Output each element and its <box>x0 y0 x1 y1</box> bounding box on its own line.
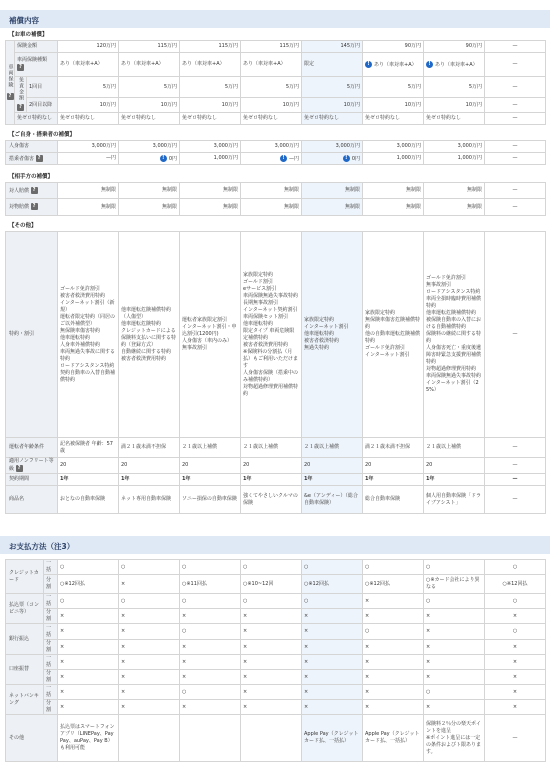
help-icon[interactable]: ? <box>36 155 43 162</box>
lump-label: 一括 <box>44 594 58 609</box>
account-split-1: × <box>58 670 119 685</box>
bodily-liability-2: 無制限 <box>119 183 180 199</box>
property-liability-4: 無制限 <box>241 199 302 216</box>
personal-injury-7: 3,000万円 <box>424 141 485 153</box>
conv-lump-6: × <box>363 594 424 609</box>
riders-8: — <box>485 232 546 438</box>
personal-injury-1: 3,000万円 <box>58 141 119 153</box>
deductible-first-4: 5万円 <box>241 77 302 98</box>
product-name-5: &e（アンディー）（総合自動車保険） <box>302 486 363 514</box>
bodily-liability-1: 無制限 <box>58 183 119 199</box>
netbank-split-3: × <box>180 700 241 715</box>
contract-period-4: 1年 <box>241 474 302 486</box>
info-icon[interactable]: ! <box>426 61 433 68</box>
vehicle-type-7: ! あり（車対車+A） <box>424 53 485 77</box>
coverage-section-title: 補償内容 <box>0 10 550 28</box>
payment-section <box>0 536 550 762</box>
insured-amount-2: 115万円 <box>119 41 180 53</box>
driver-age-5: ２１歳以上補償 <box>302 438 363 458</box>
conv-lump-2: ○ <box>119 594 180 609</box>
deductible-second-7: 10万円 <box>424 98 485 113</box>
split-label: 分割 <box>44 609 58 624</box>
second-time-label: 2回目以降 <box>27 98 58 113</box>
vehicle-type-3: あり（車対車+A） <box>180 53 241 77</box>
property-liability-7: 無制限 <box>424 199 485 216</box>
bank-split-8: × <box>485 640 546 655</box>
other-payment-1: 払込票はスマートフォンアプリ（LINEPay、PayPay、auPay、Pay B）も利用可能 <box>58 715 119 762</box>
insured-amount-label: 保険金額 <box>15 41 58 53</box>
deductible-second-4: 10万円 <box>241 98 302 113</box>
grade-7: 20 <box>424 458 485 474</box>
deductible-second-8: — <box>485 98 546 113</box>
zero-deductible-7: 免ゼロ特約なし <box>424 113 485 125</box>
insured-amount-8: — <box>485 41 546 53</box>
bank-lump-3: ○ <box>180 624 241 640</box>
vehicle-type-1: あり（車対車+A） <box>58 53 119 77</box>
netbank-split-5: × <box>302 700 363 715</box>
riders-7: ゴールド免許割引 無事故割引 ロードアシスタンス特約 車両全損時臨時費用補償特約 他車運転危険補償特約 被保険自動車の入替における自動補償特約 保険料の継続に関する特約 人身傷害死亡・重度後遺障害時緊急支援費用補償特約 対物超過修理費用特約 車両保険無過失事故特約 インターネット割引（25%） <box>424 232 485 438</box>
help-icon[interactable]: ? <box>31 203 38 210</box>
net-banking-label: ネットバンキング <box>6 685 44 715</box>
account-split-7: × <box>424 670 485 685</box>
credit-card-label: クレジットカード <box>6 560 44 594</box>
netbank-lump-1: × <box>58 685 119 700</box>
conv-lump-3: ○ <box>180 594 241 609</box>
personal-injury-3: 3,000万円 <box>180 141 241 153</box>
lump-label: 一括 <box>44 685 58 700</box>
account-split-4: × <box>241 670 302 685</box>
contract-period-3: 1年 <box>180 474 241 486</box>
other-payment-4 <box>241 715 302 762</box>
netbank-lump-6: × <box>363 685 424 700</box>
bodily-liability-8: — <box>485 183 546 199</box>
grade-3: 20 <box>180 458 241 474</box>
insured-amount-4: 115万円 <box>241 41 302 53</box>
passenger-injury-3: 1,000万円 <box>180 153 241 165</box>
insured-amount-3: 115万円 <box>180 41 241 53</box>
person-coverage-table <box>5 140 546 165</box>
bodily-liability-3: 無制限 <box>180 183 241 199</box>
netbank-split-2: × <box>119 700 180 715</box>
info-icon[interactable]: ! <box>160 155 167 162</box>
zero-deductible-3: 免ゼロ特約なし <box>180 113 241 125</box>
contract-period-1: 1年 <box>58 474 119 486</box>
other-party-title: 【相手方の補償】 <box>9 174 54 180</box>
driver-age-8: — <box>485 438 546 458</box>
credit-split-4: ○※10~12回 <box>241 575 302 594</box>
vehicle-type-8: — <box>485 53 546 77</box>
credit-lump-5: ○ <box>302 560 363 575</box>
conv-split-6: × <box>363 609 424 624</box>
account-split-2: × <box>119 670 180 685</box>
product-name-6: 総合自動車保険 <box>363 486 424 514</box>
credit-lump-6: ○ <box>363 560 424 575</box>
riders-2: 他車運転危険補償特約（人傷型） 他車運転危険特約 クレジットカードによる保険料支払いに関する特約（登録方式） 自動継続に関する特約 被害者救済費用特約 <box>119 232 180 438</box>
help-icon[interactable]: ? <box>7 93 14 100</box>
passenger-injury-1: —円 <box>58 153 119 165</box>
netbank-split-6: × <box>363 700 424 715</box>
product-name-2: ネット専用自動車保険 <box>119 486 180 514</box>
insured-amount-5: 145万円 <box>302 41 363 53</box>
split-label: 分割 <box>44 640 58 655</box>
passenger-injury-8: — <box>485 153 546 165</box>
property-liability-label: 対物賠償 ? <box>6 199 58 216</box>
other-payment-3 <box>180 715 241 762</box>
conv-lump-7: ○ <box>424 594 485 609</box>
passenger-injury-6: 1,000万円 <box>363 153 424 165</box>
zero-deductible-5: 免ゼロ特約なし <box>302 113 363 125</box>
account-split-8: × <box>485 670 546 685</box>
product-name-8: — <box>485 486 546 514</box>
passenger-injury-2: ! 0円 <box>119 153 180 165</box>
other-payment-8: — <box>485 715 546 762</box>
grade-2: 20 <box>119 458 180 474</box>
driver-age-1: 記名被保険者 年齢：57歳 <box>58 438 119 458</box>
bank-split-3: × <box>180 640 241 655</box>
passenger-injury-7: 1,000万円 <box>424 153 485 165</box>
vehicle-type-6: ! あり（車対車+A） <box>363 53 424 77</box>
bodily-liability-4: 無制限 <box>241 183 302 199</box>
netbank-lump-2: × <box>119 685 180 700</box>
riders-label: 特約・割引 <box>6 232 58 438</box>
conv-lump-4: ○ <box>241 594 302 609</box>
riders-1: ゴールド免許割引 被害者救済費用特約 インターネット割引（新規） 運転者限定特約（同居のご以外補償型） 無保険車傷害特約 他車運転特約 人身車外補償特約 車両無過失事故に関する特約 ロードアシスタンス特約 契約自動車の入替自動補償特約 <box>58 232 119 438</box>
zero-deductible-4: 免ゼロ特約なし <box>241 113 302 125</box>
bodily-liability-6: 無制限 <box>363 183 424 199</box>
conv-lump-8: ○ <box>485 594 546 609</box>
credit-split-2: × <box>119 575 180 594</box>
bank-split-6: × <box>363 640 424 655</box>
driver-age-2: 満２１歳未満不担保 <box>119 438 180 458</box>
credit-lump-7: ○ <box>424 560 485 575</box>
payment-table <box>5 559 546 762</box>
credit-split-7: ○※カード会社により異なる <box>424 575 485 594</box>
zero-deductible-8: — <box>485 113 546 125</box>
deductible-first-1: 5万円 <box>58 77 119 98</box>
conv-split-3: × <box>180 609 241 624</box>
personal-injury-4: 3,000万円 <box>241 141 302 153</box>
credit-lump-3: ○ <box>180 560 241 575</box>
grade-label: 適用ノンフリート等級 ? <box>6 458 58 474</box>
driver-age-7: ２１歳以上補償 <box>424 438 485 458</box>
vehicle-insurance-label: 車両保険 <box>7 64 14 88</box>
first-time-label: 1回目 <box>27 77 58 98</box>
deductible-first-3: 5万円 <box>180 77 241 98</box>
riders-5: 家族限定特約 インターネット割引 他車運転特約 被害者救済特約 無過失特約 <box>302 232 363 438</box>
product-name-4: 強くてやさしいクルマの保険 <box>241 486 302 514</box>
deductible-first-6: 5万円 <box>363 77 424 98</box>
account-lump-6: × <box>363 655 424 670</box>
netbank-split-7: × <box>424 700 485 715</box>
bank-lump-5: × <box>302 624 363 640</box>
riders-4: 家族限定特約 ゴールド割引 eサービス割引 車両保険無過失事故特約 長期無事故割引 インターネット契約割引 車両保険セット割引 他車運転特約 限定タイプ 車両危険限定補償特約 被害者救済費用特約 ※保険料の分割払（月払）もご利用いただけます 人身傷害保険（搭乗中のみ補償特約） 対物超過修理費用補償特約 <box>241 232 302 438</box>
conv-split-5: × <box>302 609 363 624</box>
other-payment-label: その他 <box>6 715 58 762</box>
contract-period-label: 契約期間 <box>6 474 58 486</box>
property-liability-6: 無制限 <box>363 199 424 216</box>
deductible-second-6: 10万円 <box>363 98 424 113</box>
personal-injury-label: 人身傷害 <box>6 141 58 153</box>
deductible-second-3: 10万円 <box>180 98 241 113</box>
driver-age-label: 運転者年齢条件 <box>6 438 58 458</box>
bodily-liability-7: 無制限 <box>424 183 485 199</box>
account-lump-8: × <box>485 655 546 670</box>
grade-8: — <box>485 458 546 474</box>
deductible-second-1: 10万円 <box>58 98 119 113</box>
netbank-lump-8: × <box>485 685 546 700</box>
grade-1: 20 <box>58 458 119 474</box>
netbank-split-4: × <box>241 700 302 715</box>
bodily-liability-5: 無制限 <box>302 183 363 199</box>
grade-5: 20 <box>302 458 363 474</box>
passenger-injury-5: ! 0円 <box>302 153 363 165</box>
property-liability-3: 無制限 <box>180 199 241 216</box>
credit-lump-2: ○ <box>119 560 180 575</box>
info-icon[interactable]: ! <box>365 61 372 68</box>
conv-split-4: × <box>241 609 302 624</box>
grade-6: 20 <box>363 458 424 474</box>
bank-split-5: × <box>302 640 363 655</box>
account-lump-4: × <box>241 655 302 670</box>
deductible-first-7: 5万円 <box>424 77 485 98</box>
help-icon[interactable]: ? <box>31 187 38 194</box>
zero-deductible-2: 免ゼロ特約なし <box>119 113 180 125</box>
contract-period-5: 1年 <box>302 474 363 486</box>
split-label: 分割 <box>44 670 58 685</box>
riders-6: 家族限定特約 無保険車傷害危険補償特約 他の自動車運転危険補償特約 ゴールド免許割引 インターネット割引 <box>363 232 424 438</box>
car-coverage-title: 【お車の補償】 <box>9 32 48 38</box>
driver-age-3: ２１歳以上補償 <box>180 438 241 458</box>
credit-lump-8: ○ <box>485 560 546 575</box>
netbank-lump-4: × <box>241 685 302 700</box>
split-label: 分割 <box>44 575 58 594</box>
info-icon[interactable]: ! <box>280 155 287 162</box>
contract-period-8: — <box>485 474 546 486</box>
deductible-first-2: 5万円 <box>119 77 180 98</box>
convenience-store-label: 払込票（コンビニ等） <box>6 594 44 624</box>
conv-split-7: × <box>424 609 485 624</box>
other-party-table <box>5 182 546 216</box>
lump-label: 一括 <box>44 624 58 640</box>
lump-label: 一括 <box>44 655 58 670</box>
grade-4: 20 <box>241 458 302 474</box>
netbank-split-1: × <box>58 700 119 715</box>
property-liability-1: 無制限 <box>58 199 119 216</box>
vehicle-type-2: あり（車対車+A） <box>119 53 180 77</box>
account-lump-2: × <box>119 655 180 670</box>
vehicle-type-5: 限定 <box>302 53 363 77</box>
other-payment-5: Apple Pay（クレジットカード払、一括払） <box>302 715 363 762</box>
other-payment-7: 保険料２％分の楽天ポイントを進呈 ※ポイント進呈には一定の条件およびト限あります。 <box>424 715 485 762</box>
lump-label: 一括 <box>44 560 58 575</box>
bank-lump-4: × <box>241 624 302 640</box>
credit-split-1: ○※12回払 <box>58 575 119 594</box>
account-split-3: × <box>180 670 241 685</box>
car-coverage-table <box>5 40 546 125</box>
insured-amount-6: 90万円 <box>363 41 424 53</box>
others-table <box>5 231 546 514</box>
conv-split-8: × <box>485 609 546 624</box>
deductible-label: 免責金額 ? <box>15 77 27 113</box>
others-title: 【その他】 <box>9 223 37 229</box>
product-name-label: 商品名 <box>6 486 58 514</box>
credit-lump-4: ○ <box>241 560 302 575</box>
contract-period-6: 1年 <box>363 474 424 486</box>
zero-deductible-1: 免ゼロ特約なし <box>58 113 119 125</box>
conv-lump-5: ○ <box>302 594 363 609</box>
property-liability-2: 無制限 <box>119 199 180 216</box>
account-lump-3: × <box>180 655 241 670</box>
account-lump-7: × <box>424 655 485 670</box>
passenger-injury-4: ! —円 <box>241 153 302 165</box>
netbank-lump-7: ○ <box>424 685 485 700</box>
credit-lump-1: ○ <box>58 560 119 575</box>
info-icon[interactable]: ! <box>343 155 350 162</box>
zero-deductible-6: 免ゼロ特約なし <box>363 113 424 125</box>
zero-deductible-label: 免ゼロ特約なし <box>15 113 58 125</box>
vehicle-type-label: 車両保険種類 ? <box>15 53 58 77</box>
deductible-second-5: 10万円 <box>302 98 363 113</box>
bank-split-4: × <box>241 640 302 655</box>
coverage-section <box>0 10 550 514</box>
split-label: 分割 <box>44 700 58 715</box>
product-name-7: 個人用自動車保険「ドライブアシスト」 <box>424 486 485 514</box>
bank-lump-1: × <box>58 624 119 640</box>
vehicle-type-4: あり（車対車+A） <box>241 53 302 77</box>
bank-split-1: × <box>58 640 119 655</box>
credit-split-5: ○※12回払 <box>302 575 363 594</box>
help-icon[interactable]: ? <box>16 465 23 472</box>
bank-lump-2: × <box>119 624 180 640</box>
conv-lump-1: ○ <box>58 594 119 609</box>
netbank-lump-3: ○ <box>180 685 241 700</box>
account-lump-5: × <box>302 655 363 670</box>
bodily-liability-label: 対人賠償 ? <box>6 183 58 199</box>
account-split-5: × <box>302 670 363 685</box>
bank-lump-6: ○ <box>363 624 424 640</box>
riders-3: 運転者家族限定割引 インターネット割引・申込割引(1200円) 人身傷害（車内のみ） 無事故割引 <box>180 232 241 438</box>
insured-amount-1: 120万円 <box>58 41 119 53</box>
property-liability-8: — <box>485 199 546 216</box>
personal-injury-5: 3,000万円 <box>302 141 363 153</box>
account-lump-1: × <box>58 655 119 670</box>
product-name-3: ソニー損保の自動車保険 <box>180 486 241 514</box>
personal-injury-8: — <box>485 141 546 153</box>
property-liability-5: 無制限 <box>302 199 363 216</box>
insured-amount-7: 90万円 <box>424 41 485 53</box>
deductible-first-8: — <box>485 77 546 98</box>
deductible-second-2: 10万円 <box>119 98 180 113</box>
credit-split-8: ○※12回払 <box>485 575 546 594</box>
personal-injury-2: 3,000万円 <box>119 141 180 153</box>
bank-split-7: × <box>424 640 485 655</box>
help-icon[interactable]: ? <box>17 64 24 71</box>
bank-lump-7: × <box>424 624 485 640</box>
personal-injury-6: 3,000万円 <box>363 141 424 153</box>
help-icon[interactable]: ? <box>17 104 24 111</box>
netbank-lump-5: × <box>302 685 363 700</box>
driver-age-6: 満２１歳未満不担保 <box>363 438 424 458</box>
driver-age-4: ２１歳以上補償 <box>241 438 302 458</box>
person-coverage-title: 【ご自身・搭乗者の補償】 <box>9 132 76 138</box>
credit-split-6: ○※12回払 <box>363 575 424 594</box>
netbank-split-8: × <box>485 700 546 715</box>
contract-period-2: 1年 <box>119 474 180 486</box>
other-payment-6: Apple Pay（クレジットカード払、一括払） <box>363 715 424 762</box>
passenger-injury-label: 搭乗者傷害 ? <box>6 153 58 165</box>
conv-split-2: × <box>119 609 180 624</box>
deductible-first-5: 5万円 <box>302 77 363 98</box>
bank-transfer-label: 銀行振込 <box>6 624 44 655</box>
conv-split-1: × <box>58 609 119 624</box>
product-name-1: おとなの自動車保険 <box>58 486 119 514</box>
payment-section-title: お支払方法（注3） <box>0 536 550 554</box>
other-payment-2 <box>119 715 180 762</box>
credit-split-3: ○※11回払 <box>180 575 241 594</box>
account-transfer-label: 口座振替 <box>6 655 44 685</box>
contract-period-7: 1年 <box>424 474 485 486</box>
account-split-6: × <box>363 670 424 685</box>
bank-lump-8: ○ <box>485 624 546 640</box>
bank-split-2: × <box>119 640 180 655</box>
